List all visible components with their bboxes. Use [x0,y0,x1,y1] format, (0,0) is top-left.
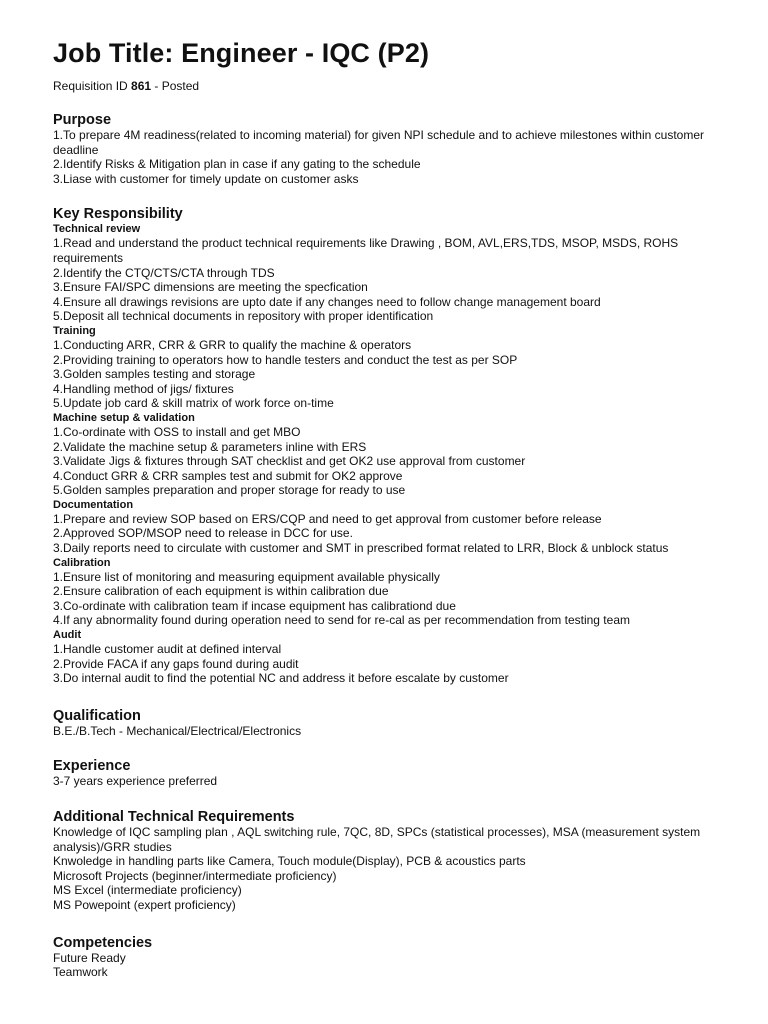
requisition-prefix: Requisition ID [53,79,132,93]
requirement-item: Knowledge of IQC sampling plan , AQL switching rule, 7QC, 8D, SPCs (statistical processes), MSA (measurement system analysis)/GRR studies [53,825,701,854]
responsibility-item: 4.If any abnormality found during operation need to send for re-cal as per recommendation from testing team [53,613,630,628]
key-responsibility-section [53,206,715,685]
qualification-item: B.E./B.Tech - Mechanical/Electrical/Electronics [53,723,302,738]
additional-requirements-heading: Additional Technical Requirements [53,809,295,825]
responsibility-item: 3.Golden samples testing and storage [53,367,256,382]
additional-requirements-section [53,809,715,913]
requirement-item: MS Powepoint (expert proficiency) [53,897,236,912]
subsection-title: Machine setup & validation [53,411,195,424]
responsibility-item: 5.Deposit all technical documents in repository with proper identification [53,309,434,324]
competencies-section [53,935,715,980]
page-title: Job Title: Engineer - IQC (P2) [53,38,430,68]
responsibility-item: 4.Ensure all drawings revisions are upto date if any changes need to follow change management board [53,294,601,309]
subsection-title: Technical review [53,223,141,236]
responsibility-item: 3.Do internal audit to find the potential NC and address it before escalate by customer [53,671,509,686]
competency-item: Future Ready [53,950,126,965]
responsibility-item: 2.Ensure calibration of each equipment is within calibration due [53,584,389,599]
responsibility-item: 3.Ensure FAI/SPC dimensions are meeting the specfication [53,280,368,295]
responsibility-item: 2.Approved SOP/MSOP need to release in DCC for use. [53,526,353,541]
responsibility-item: 1.Ensure list of monitoring and measuring equipment available physically [53,569,440,584]
key-responsibility-heading: Key Responsibility [53,206,183,223]
qualification-heading: Qualification [53,707,141,724]
responsibility-item: 1.Conducting ARR, CRR & GRR to qualify the machine & operators [53,337,412,352]
requirement-item: Knwoledge in handling parts like Camera, Touch module(Display), PCB & acoustics parts [53,854,526,869]
purpose-heading: Purpose [53,112,112,128]
requisition-id: 861 [131,79,152,93]
responsibility-item: 2.Provide FACA if any gaps found during audit [53,656,299,671]
responsibility-item: 1.Handle customer audit at defined interval [53,642,282,657]
responsibility-item: 1.Co-ordinate with OSS to install and get MBO [53,424,301,439]
subsection-title: Audit [53,629,82,642]
responsibility-item: 3.Co-ordinate with calibration team if incase equipment has calibrationd due [53,598,456,613]
responsibility-item: 5.Golden samples preparation and proper storage for ready to use [53,483,406,498]
responsibility-item: 3.Daily reports need to circulate with customer and SMT in prescribed format related to LRR, Block & unblock status [53,541,669,556]
requirement-item: Microsoft Projects (beginner/intermediate proficiency) [53,868,337,883]
responsibility-item: 1.Read and understand the product technical requirements like Drawing , BOM, AVL,ERS,TDS, MSOP, MSDS, ROHS requirements [53,236,679,265]
purpose-item: 3.Liase with customer for timely update on customer asks [53,171,359,186]
competency-item: Teamwork [53,965,108,980]
responsibility-item: 5.Update job card & skill matrix of work force on-time [53,396,334,411]
responsibility-item: 1.Prepare and review SOP based on ERS/CQP and need to get approval from customer before release [53,511,602,526]
requisition-line [53,78,715,94]
responsibility-item: 2.Identify the CTQ/CTS/CTA through TDS [53,265,275,280]
requirement-item: MS Excel (intermediate proficiency) [53,883,242,898]
subsection-title: Documentation [53,498,134,511]
experience-item: 3-7 years experience preferred [53,774,218,789]
subsection-title: Calibration [53,556,111,569]
responsibility-item: 3.Validate Jigs & fixtures through SAT checklist and get OK2 use approval from customer [53,454,526,469]
qualification-section [53,708,715,739]
experience-heading: Experience [53,758,131,775]
responsibility-item: 4.Handling method of jigs/ fixtures [53,381,234,396]
purpose-item: 1.To prepare 4M readiness(related to incoming material) for given NPI schedule and to achieve milestones within customer deadline [53,128,704,157]
responsibility-item: 2.Validate the machine setup & parameters inline with ERS [53,439,367,454]
responsibility-item: 4.Conduct GRR & CRR samples test and submit for OK2 approve [53,468,403,483]
responsibility-item: 2.Providing training to operators how to handle testers and conduct the test as per SOP [53,352,518,367]
purpose-item: 2.Identify Risks & Mitigation plan in case if any gating to the schedule [53,157,421,172]
purpose-section [53,112,715,186]
experience-section [53,758,715,789]
subsection-title: Training [53,324,96,337]
requisition-status: - Posted [151,79,200,93]
competencies-heading: Competencies [53,934,153,951]
